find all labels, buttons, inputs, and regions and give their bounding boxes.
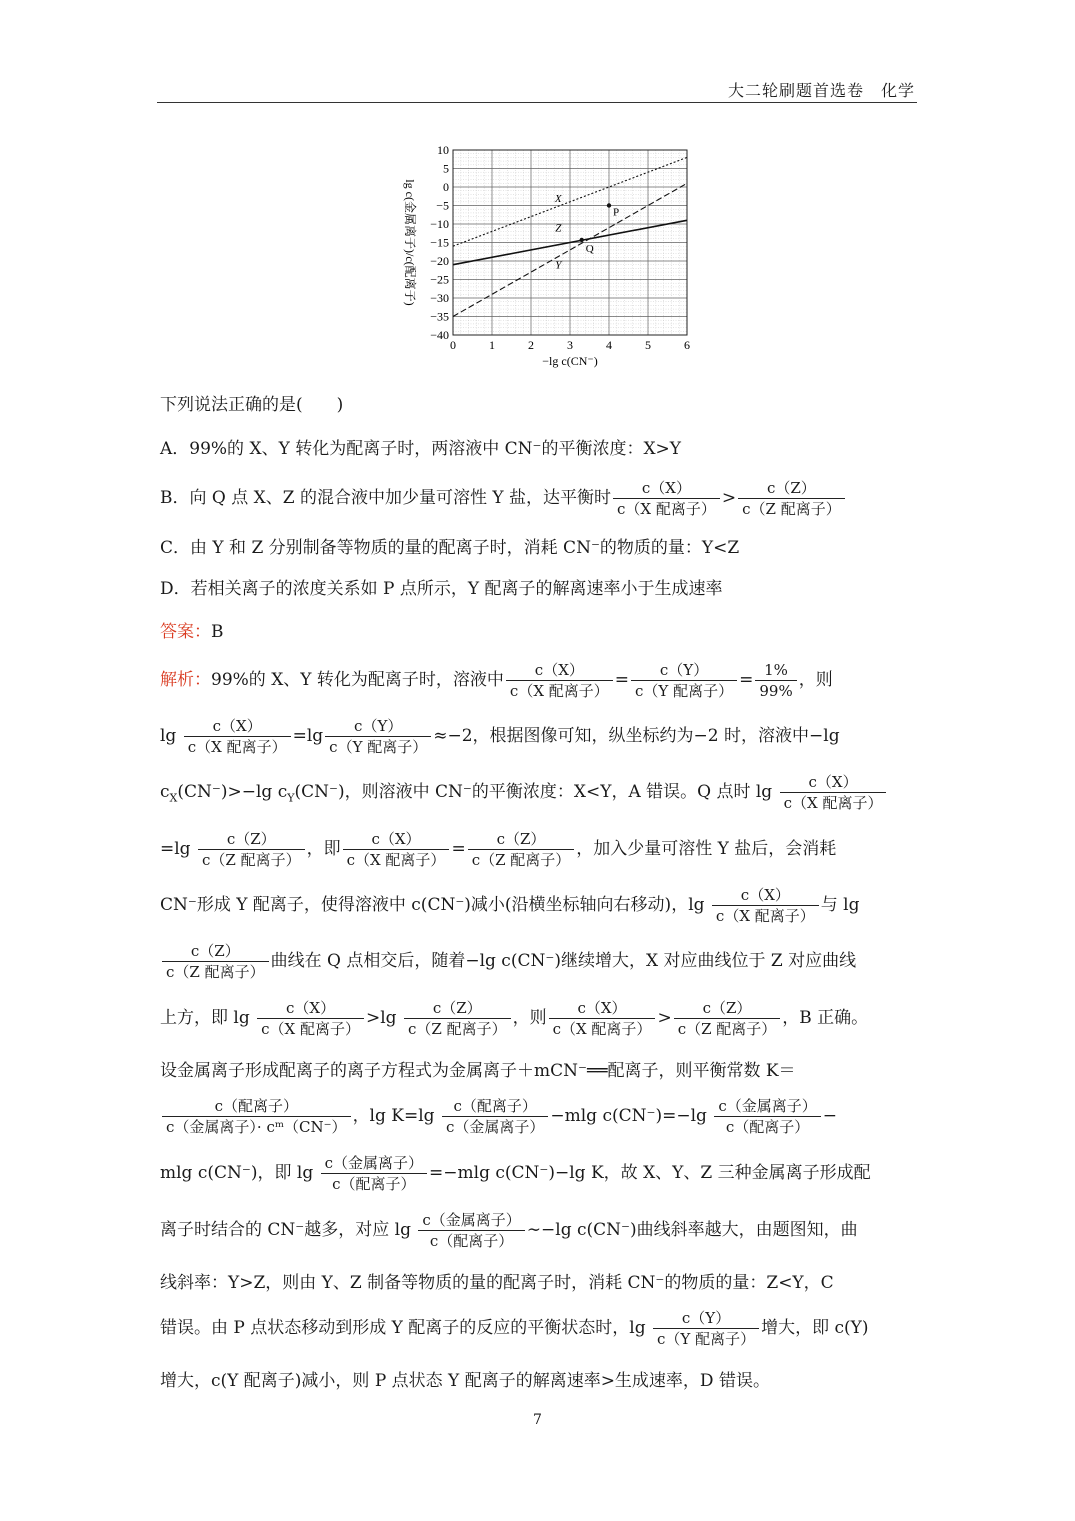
option-a: A．99%的 X、Y 转化为配离子时，两溶液中 CN⁻的平衡浓度：X>Y [160,439,682,459]
series-label-z: Z [555,222,562,235]
analysis-line-10: mlg c(CN⁻)，即 lg $\frac{\text{c（金属离子）}}{\text{c（配离子）}}$ =−mlg c(CN⁻)−lg K，故 X、Y、Z 三种金属离子形成配 [160,1154,871,1193]
x-tick-label: 1 [489,338,495,352]
y-tick-label: −15 [430,235,449,250]
x-tick-label: 4 [606,338,612,352]
y-tick-label: 10 [437,143,449,157]
option-c: C．由 Y 和 Z 分别制备等物质的量的配离子时，消耗 CN⁻的物质的量：Y<Z [160,538,740,558]
analysis-line-14: 增大，c(Y 配离子)减小，则 P 点状态 Y 配离子的解离速率>生成速率，D 错误。 [160,1371,770,1391]
x-tick-label: 3 [567,338,573,352]
answer-label: 答案： [160,622,211,642]
figure-chart [380,138,710,378]
chart-svg [380,138,710,378]
y-tick-label: 0 [443,180,449,194]
point-label-q: Q [585,242,594,255]
option-b: B．向 Q 点 X、Z 的混合液中加少量可溶性 Y 盐，达平衡时 $\frac{c(X)}{\text{c（X 配离子）}}$ > $\frac{c(Z)}{\text{c（Z 配离子）}}$ [160,478,847,519]
y-tick-label: −10 [430,217,449,231]
answer-value: B [211,622,224,642]
point-q [580,238,584,242]
y-tick-label: −25 [430,272,449,287]
y-tick-label: −30 [430,291,449,305]
point-p [607,203,611,207]
frac-b2: $\frac{c(Z)}{\text{c（Z 配离子）}}$ [738,478,845,519]
analysis-line-9: $\frac{\text{c（配离子）}}{\text{c（金属离子）· cᵐ（CN⁻）}}$ ，lg K=lg $\frac{\text{c（配离子）}}{\text{c（金属离子）}}$ −mlg c(CN⁻)=−lg $\frac{\text{c（金属离子）}}{\text{c（配离子）}}$ − [160,1096,837,1137]
y-tick-label: −35 [430,309,449,324]
y-tick-label: 5 [443,161,449,176]
analysis-line-11: 离子时结合的 CN⁻越多，对应 lg $\frac{\text{c（金属离子）}}{\text{c（配离子）}}$ ∼−lg c(CN⁻)曲线斜率越大，由题图知，曲 [160,1211,858,1250]
analysis-line-4: =lg $\frac{c(Z)}{\text{c（Z 配离子）}}$ ，即 $\frac{c(X)}{\text{c（X 配离子）}}$ = $\frac{c(Z)}{\text{c（Z 配离子）}}$ ，加入少量可溶性 Y 盐后，会消耗 [160,830,837,869]
frac-b1: $\frac{c(X)}{\text{c（X 配离子）}}$ [613,478,720,519]
analysis-line-3: $c_X(CN^-)>-\lg$ $c_Y(CN^-)$，则溶液中 CN⁻的平衡浓度：X<Y，A 错误。Q 点时 lg $\frac{c(X)}{\text{c（X 配离子）}}$ [160,772,888,813]
page-header [157,78,917,103]
point-label-p: P [613,206,620,219]
header-title: 大二轮刷题首选卷 化学 [727,81,915,100]
series-label-x: X [554,192,562,205]
answer-line [160,620,224,644]
y-tick-label: −20 [430,254,449,268]
analysis-line-6: $\frac{c(Z)}{\text{c（Z 配离子）}}$ 曲线在 Q 点相交后，随着−lg c(CN⁻)继续增大，X 对应曲线位于 Z 对应曲线 [160,941,856,982]
analysis-line-13: 错误。由 P 点状态移动到形成 Y 配离子的反应的平衡状态时，lg $\frac{c(Y)}{\text{c（Y 配离子）}}$ 增大，即 c(Y) [160,1309,869,1348]
x-tick-label: 2 [528,338,534,352]
x-tick-label: 5 [645,338,651,352]
page-number: 7 [533,1412,542,1428]
y-tick-label: −5 [436,198,449,213]
question-stem: 下列说法正确的是( ) [160,395,344,415]
analysis-line-8: 设金属离子形成配离子的离子方程式为金属离子＋mCN⁻══配离子，则平衡常数 K＝ [160,1061,796,1081]
analysis-line-12: 线斜率：Y>Z，则由 Y、Z 制备等物质的量的配离子时，消耗 CN⁻的物质的量：Z<Y，C [160,1273,834,1293]
analysis-line-7: 上方，即 lg $\frac{c(X)}{\text{c（X 配离子）}}$ >lg $\frac{c(Z)}{\text{c（Z 配离子）}}$ ，则 $\frac{c(X)}{\text{c（X 配离子）}}$ > $\frac{c(Z)}{\text{c（Z 配离子）}}$ ，B 正确。 [160,999,869,1038]
y-tick-label: −40 [430,328,449,342]
x-axis-label: −lg c(CN⁻) [542,354,598,368]
option-d: D．若相关离子的浓度关系如 P 点所示，Y 配离子的解离速率小于生成速率 [160,579,723,599]
analysis-line-5: CN⁻形成 Y 配离子，使得溶液中 c(CN⁻)减小(沿横坐标轴向右移动)，lg $\frac{c(X)}{\text{c（X 配离子）}}$ 与 lg [160,886,860,925]
analysis-line-2: lg $\frac{c(X)}{\text{c（X 配离子）}}$ =lg $\frac{c(Y)}{\text{c（Y 配离子）}}$ ≈−2，根据图像可知，纵坐标约为−2 时，溶液中−lg [160,717,840,756]
x-tick-label: 6 [684,338,690,352]
series-label-y: Y [555,259,562,272]
analysis-line-1: 解析：99%的 X、Y 转化为配离子时，溶液中 $\frac{c(X)}{\text{c（X 配离子）}}$ = $\frac{c(Y)}{\text{c（Y 配离子）}}$ = $\frac{1\%}{99\%}$ ，则 [160,661,833,700]
y-axis-label: lg c(金属离子)/c(配离子) [403,179,417,306]
x-tick-label: 0 [450,338,456,352]
